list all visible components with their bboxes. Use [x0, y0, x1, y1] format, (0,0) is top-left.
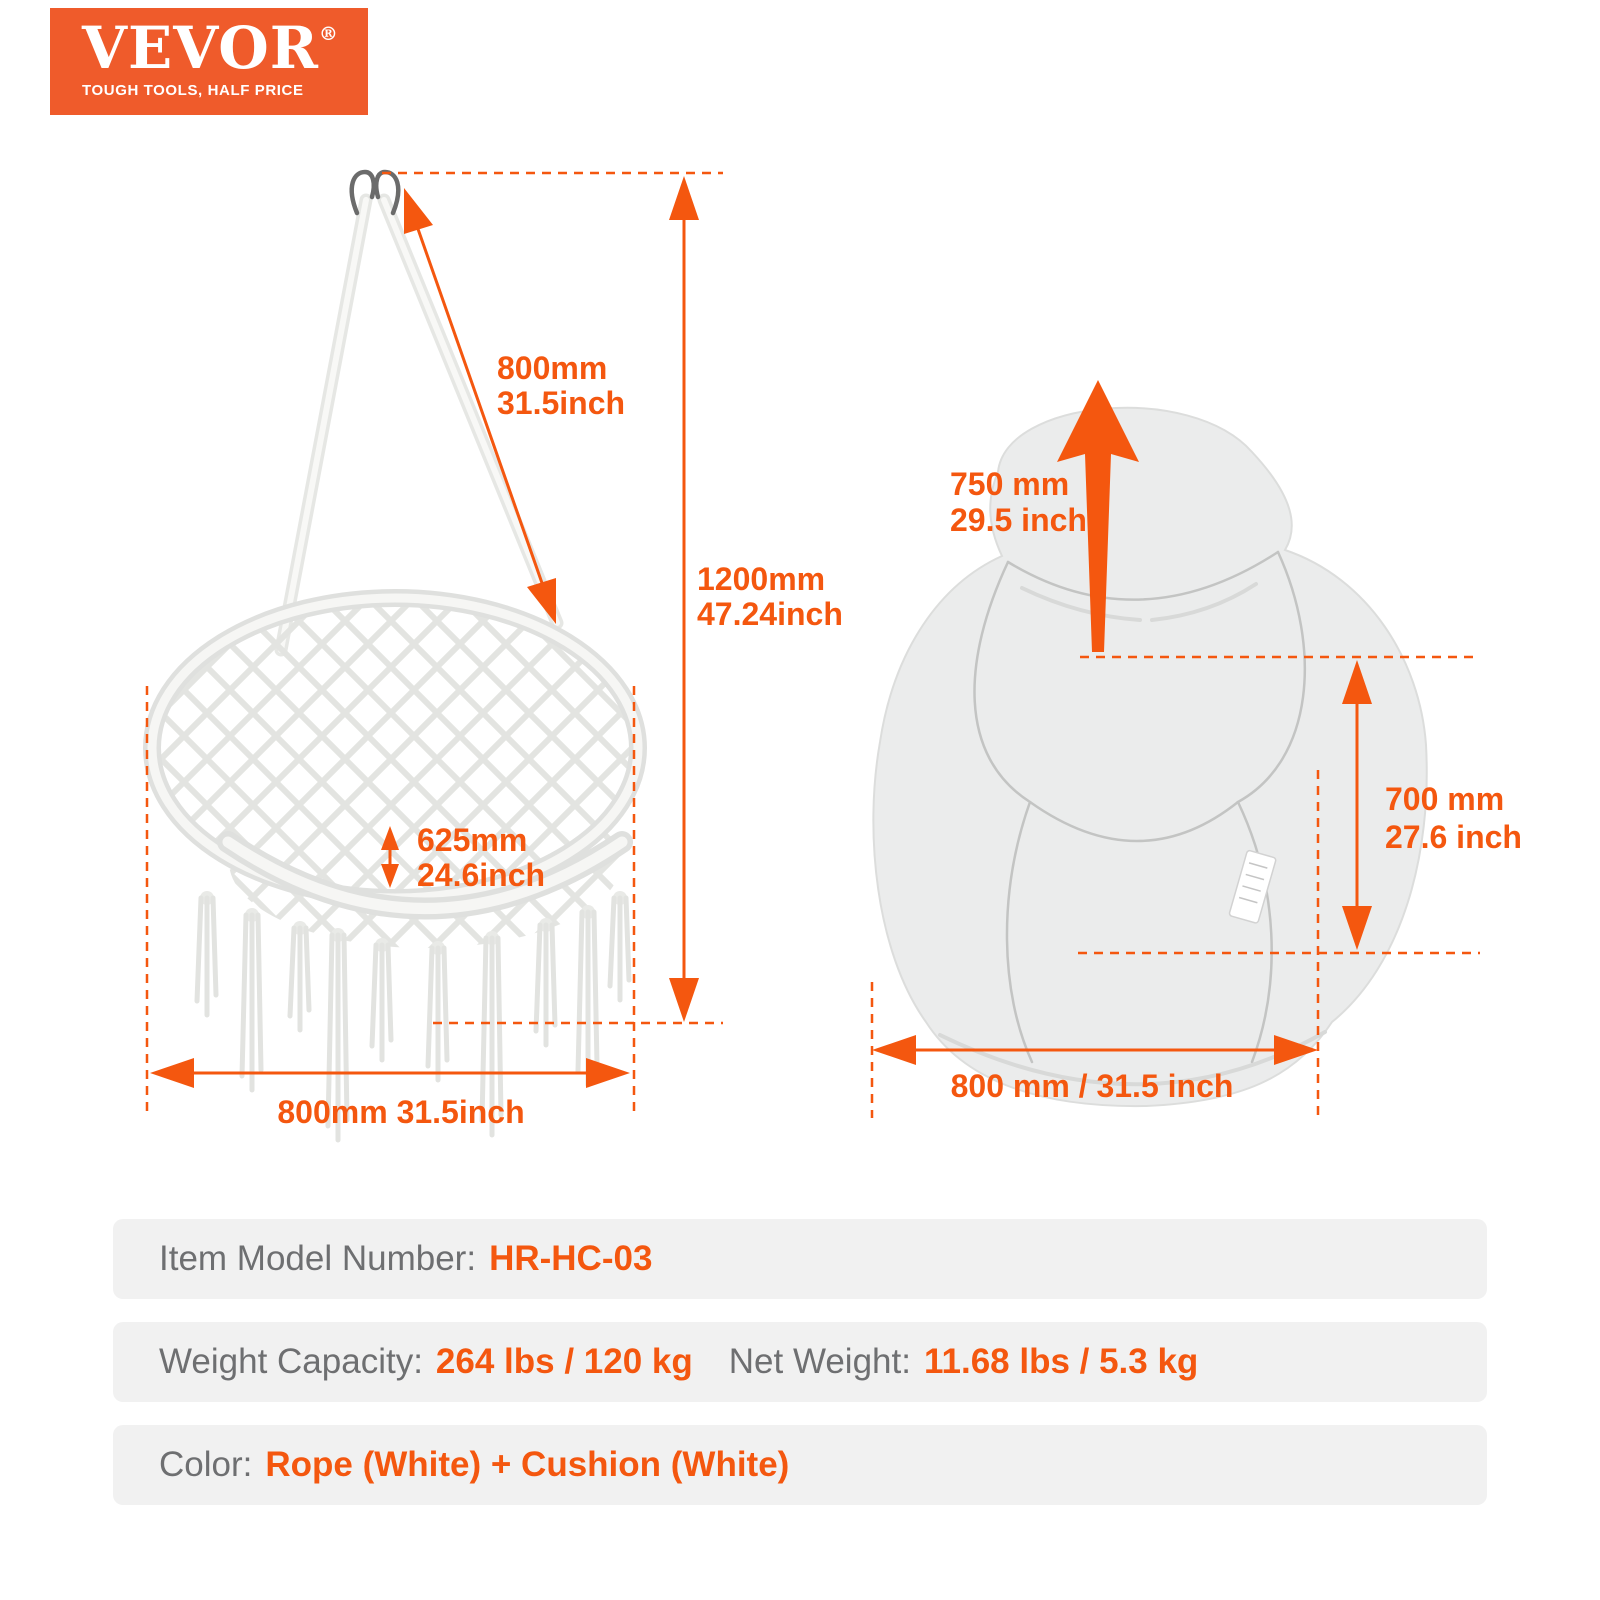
- cushion-inner-height-label-inch: 27.6 inch: [1385, 819, 1522, 855]
- registered-mark: ®: [318, 23, 338, 45]
- dim-chair-width-arrow: [150, 1058, 630, 1088]
- weight-capacity-label: Weight Capacity:: [159, 1342, 423, 1381]
- logo-tagline: TOUGH TOOLS, HALF PRICE: [82, 81, 304, 99]
- net-weight-value: 11.68 lbs / 5.3 kg: [923, 1342, 1199, 1381]
- hanging-ropes: [281, 200, 557, 650]
- chair-total-height-label-inch: 47.24inch: [697, 596, 843, 632]
- chair-illustration: [150, 172, 655, 1140]
- chair-rope-length-label-inch: 31.5inch: [497, 385, 626, 421]
- color-value: Rope (White) + Cushion (White): [265, 1445, 790, 1484]
- dim-total-height-arrow: [669, 176, 699, 1022]
- spec-row-color: [113, 1425, 1487, 1505]
- chair-seat-height-label-inch: 24.6inch: [417, 857, 546, 893]
- chair-rope-length-label-mm: 800mm: [497, 350, 608, 386]
- spec-bars: [113, 1219, 1487, 1528]
- chair-width-label: 800mm 31.5inch: [277, 1094, 525, 1130]
- model-value: HR-HC-03: [489, 1239, 653, 1278]
- weight-capacity-value: 264 lbs / 120 kg: [435, 1342, 693, 1381]
- net-weight-label: Net Weight:: [728, 1342, 911, 1381]
- logo-brand-text: VEVOR: [82, 14, 319, 82]
- cushion-inner-height-label-mm: 700 mm: [1385, 781, 1505, 817]
- spec-row-weight: [113, 1322, 1487, 1402]
- cushion-height-label-mm: 750 mm: [950, 466, 1070, 502]
- color-label: Color:: [159, 1445, 253, 1484]
- spec-row-model: [113, 1219, 1487, 1299]
- cushion-width-label: 800 mm / 31.5 inch: [950, 1068, 1234, 1104]
- chair-total-height-label-mm: 1200mm: [697, 561, 826, 597]
- chair-seat-height-label-mm: 625mm: [417, 822, 528, 858]
- model-label: Item Model Number:: [159, 1239, 477, 1278]
- cushion-height-label-inch: 29.5 inch: [950, 502, 1087, 538]
